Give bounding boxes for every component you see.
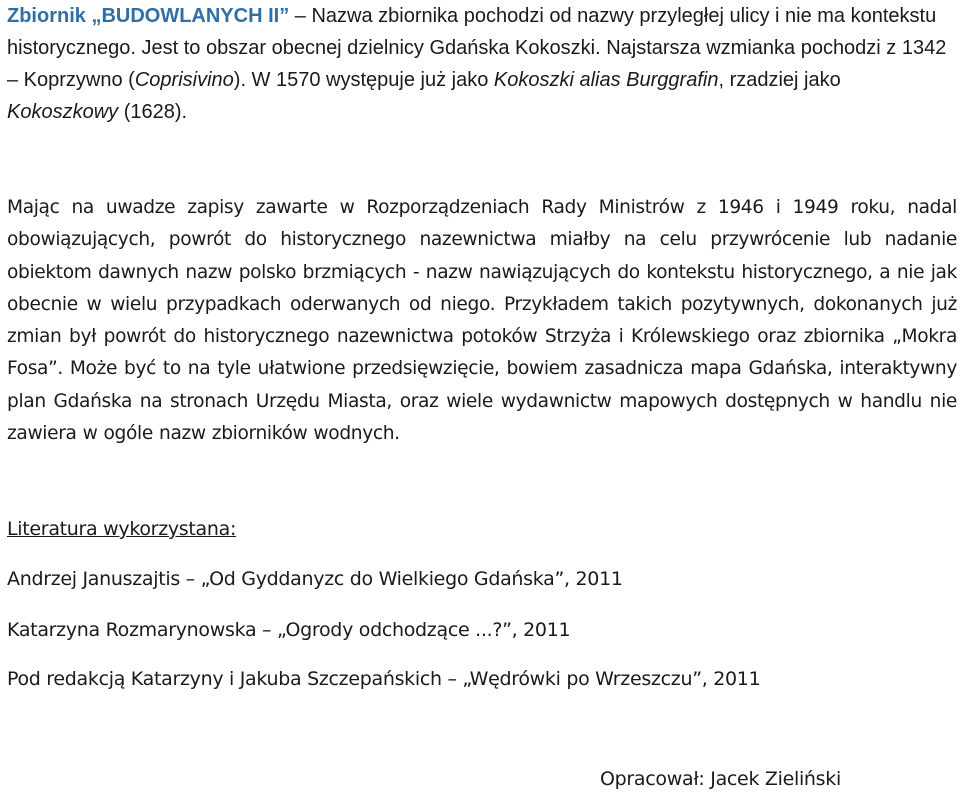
- intro-text-2: ). W 1570 występuje już jako: [233, 69, 494, 91]
- author-credit: Opracował: Jacek Zieliński: [600, 768, 841, 790]
- intro-coprisivino: Coprisivino: [134, 69, 234, 91]
- intro-text-4: (1628).: [118, 101, 188, 123]
- intro-paragraph: [7, 0, 952, 128]
- intro-kokoszki-alias: Kokoszki alias Burggrafin: [493, 69, 719, 91]
- reference-item: Katarzyna Rozmarynowska – „Ogrody odchodzące ...?”, 2011: [7, 619, 571, 641]
- intro-text-1: – Nazwa zbiornika pochodzi od nazwy przyległej ulicy i nie ma kontekstu historycznego. Jest to obszar obecnej dzielnicy Gdańska Kokoszki. Najstarsza wzmianka pochodzi z 1342 – Koprzywno (: [7, 5, 947, 91]
- intro-kokoszkowy: Kokoszkowy: [7, 101, 119, 123]
- literature-heading: Literatura wykorzystana:: [7, 518, 237, 540]
- body-paragraph: Mając na uwadze zapisy zawarte w Rozporządzeniach Rady Ministrów z 1946 i 1949 roku, nadal obowiązujących, powrót do historycznego nazewnictwa miałby na celu przywrócenie lub nadanie obiektom dawnych nazw polsko brzmiących - nazw nawiązujących do kontekstu historycznego, a nie jak obecnie w wielu przypadkach oderwanych od niego. Przykładem takich pozytywnych, dokonanych już zmian był powrót do historycznego nazewnictwa potoków Strzyża i Królewskiego oraz zbiornika „Mokra Fosa”. Może być to na tyle ułatwione przedsięwzięcie, bowiem zasadnicza mapa Gdańska, interaktywny plan Gdańska na stronach Urzędu Miasta, oraz wiele wydawnictw mapowych dostępnych w handlu nie zawiera w ogóle nazw zbiorników wodnych.: [7, 197, 957, 445]
- reference-item: Andrzej Januszajtis – „Od Gyddanyzc do Wielkiego Gdańska”, 2011: [7, 568, 623, 590]
- reservoir-title: Zbiornik „BUDOWLANYCH II”: [7, 5, 290, 27]
- intro-text-3: , rzadziej jako: [718, 69, 841, 91]
- reference-item: Pod redakcją Katarzyny i Jakuba Szczepańskich – „Wędrówki po Wrzeszczu”, 2011: [7, 668, 761, 690]
